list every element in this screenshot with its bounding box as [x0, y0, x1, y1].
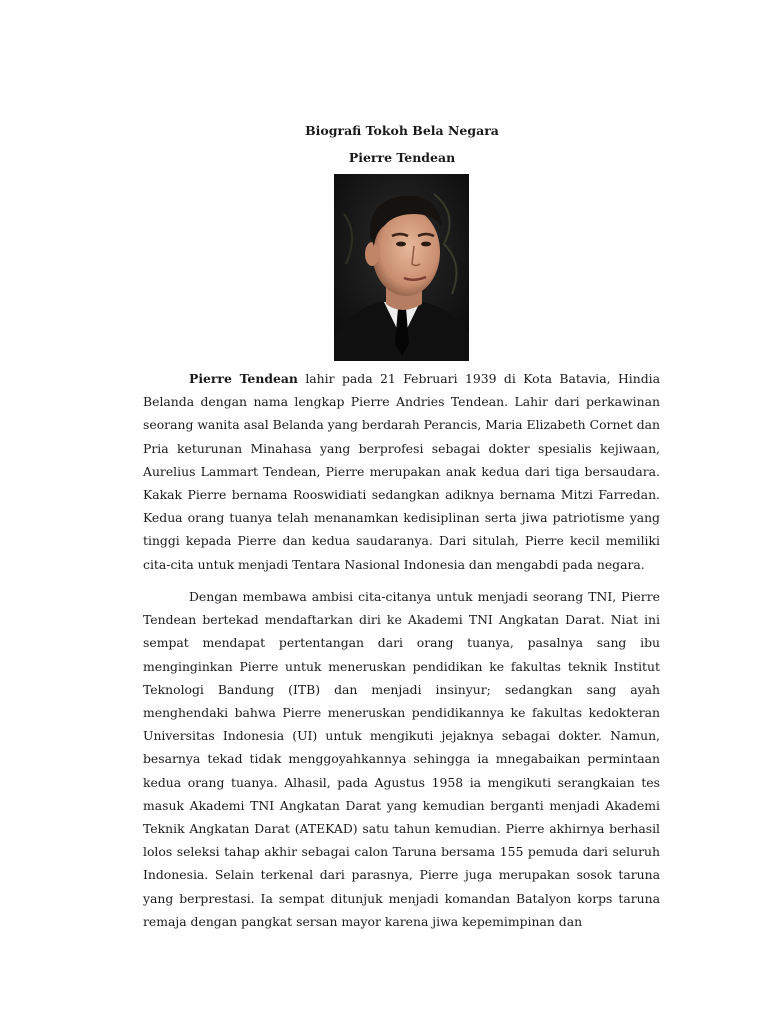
portrait-photo — [334, 174, 469, 361]
paragraph-education — [143, 585, 660, 933]
paragraph-birth — [143, 367, 660, 576]
portrait-icon — [334, 174, 469, 361]
subject-name-heading: Pierre Tendean — [348, 150, 456, 165]
paragraph-education-text: Dengan membawa ambisi cita-citanya untuk menjadi seorang TNI, Pierre Tendean bertekad mendaftarkan diri ke Akademi TNI Angkatan Darat. Niat ini sempat mendapat pertentangan dari orang tuanya, pasalnya sang ibu menginginkan Pierre untuk meneruskan pendidikan ke fakultas teknik Institut Teknologi Bandung (ITB) dan menjadi insinyur; sedangkan sang ayah menghendaki bahwa Pierre meneruskan pendidikannya ke fakultas kedokteran Universitas Indonesia (UI) untuk mengikuti jejaknya sebagai dokter. Namun, besarnya tekad tidak menggoyahkannya sehingga ia mnegabaikan permintaan kedua orang tuanya. Alhasil, pada Agustus 1958 ia mengikuti serangkaian tes masuk Akademi TNI Angkatan Darat yang kemudian berganti menjadi Akademi Teknik Angkatan Darat (ATEKAD) satu tahun kemudian. Pierre akhirnya berhasil lolos seleksi tahap akhir sebagai calon Taruna bersama 155 pemuda dari seluruh Indonesia. Selain terkenal dari parasnya, Pierre juga merupakan sosok taruna yang berprestasi. Ia sempat ditunjuk menjadi komandan Batalyon korps taruna remaja dengan pangkat sersan mayor karena jiwa kepemimpinan dan — [143, 589, 660, 929]
paragraph-birth-body: lahir pada 21 Februari 1939 di Kota Batavia, Hindia Belanda dengan nama lengkap Pierre Andries Tendean. Lahir dari perkawinan seorang wanita asal Belanda yang berdarah Perancis, Maria Elizabeth Cornet dan Pria keturunan Minahasa yang berprofesi sebagai dokter spesialis kejiwaan, Aurelius Lammart Tendean, Pierre merupakan anak kedua dari tiga bersaudara. Kakak Pierre bernama Rooswidiati sedangkan adiknya bernama Mitzi Farredan. Kedua orang tuanya telah menanamkan kedisiplinan serta jiwa patriotisme yang tinggi kepada Pierre dan kedua saudaranya. Dari situlah, Pierre kecil memiliki cita-cita untuk menjadi Tentara Nasional Indonesia dan mengabdi pada negara. — [143, 371, 660, 572]
subject-name-bold: Pierre Tendean — [189, 371, 298, 386]
paragraph-birth-text — [143, 367, 660, 576]
document-title: Biografi Tokoh Bela Negara — [305, 123, 499, 138]
